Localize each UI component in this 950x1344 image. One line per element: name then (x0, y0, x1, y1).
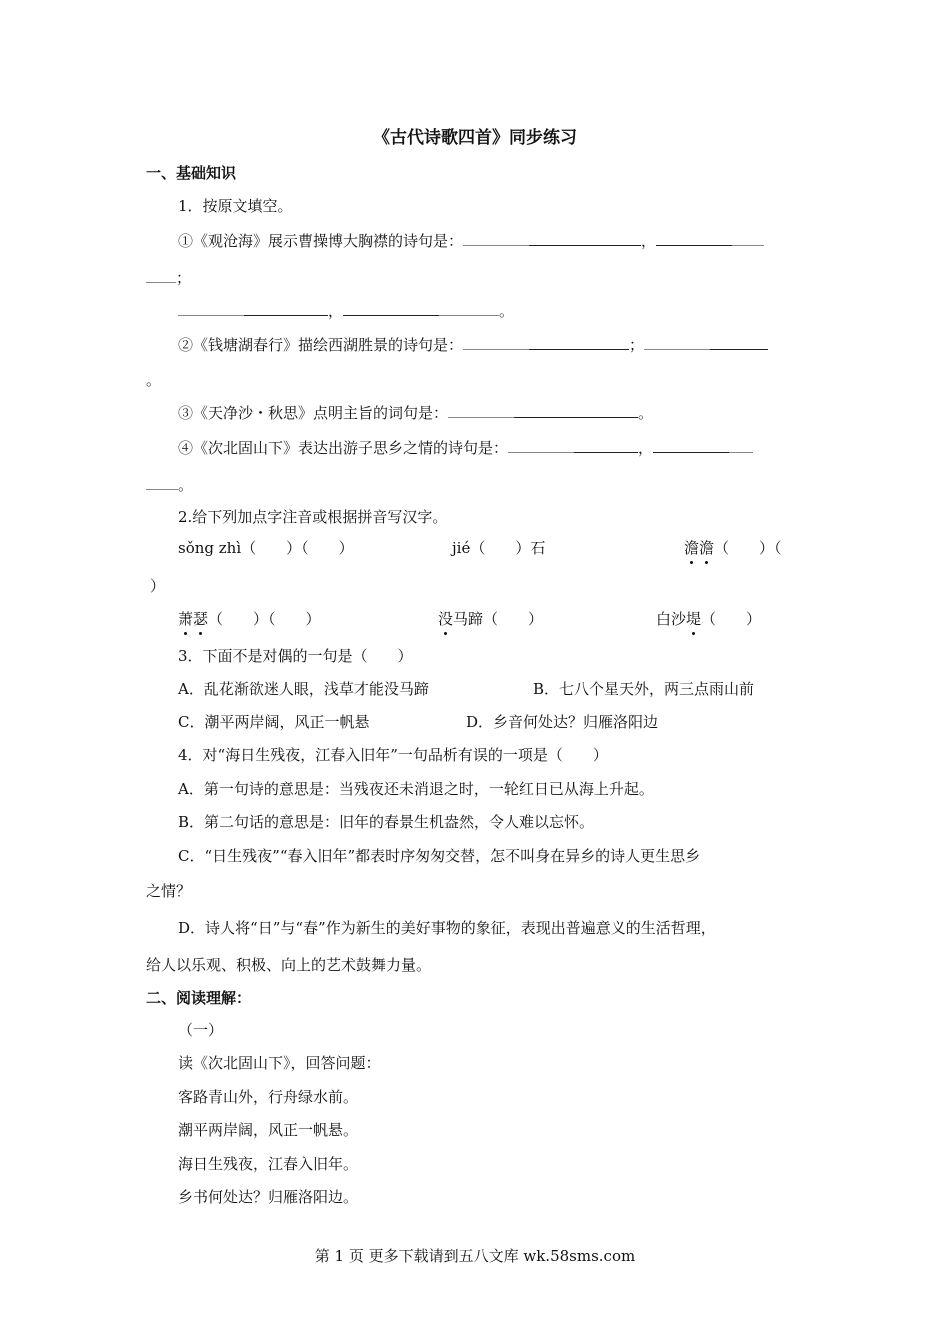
q1-item-4 (178, 437, 753, 458)
pinyin-paren: （ ）（ (714, 539, 782, 557)
punctuation: ， (641, 232, 657, 250)
q4-option-d: D．诗人将“日”与“春”作为新生的美好事物的象征，表现出普遍意义的生活哲理， (178, 919, 716, 937)
q1-item-2 (178, 334, 768, 355)
q3-option-b: B．七八个星天外，两三点雨山前 (533, 680, 755, 698)
dotted-character: 堤 (686, 610, 702, 628)
punctuation: 。 (638, 404, 654, 422)
answer-blank[interactable] (439, 300, 499, 316)
q2-row-1-wrap: ） (150, 577, 166, 595)
poem-line: 乡书何处达？归雁洛阳边。 (178, 1188, 359, 1206)
answer-blank[interactable] (146, 474, 178, 490)
reading-part-label: （一） (178, 1021, 224, 1039)
reading-intro: 读《次北固山下》，回答问题： (178, 1054, 381, 1072)
answer-blank[interactable] (729, 437, 753, 453)
q1-item-2-cont: 。 (146, 371, 162, 389)
dotted-character: 没 (438, 610, 454, 628)
answer-blank[interactable] (574, 437, 638, 453)
q2-row-2-a (178, 609, 321, 629)
q2-row-1-a: sǒng zhì（ ）（ ） (178, 539, 354, 557)
punctuation: 。 (499, 302, 515, 320)
poem-line: 海日生残夜，江春入旧年。 (178, 1155, 359, 1173)
q2-row-1-b: jié（ ）石 (452, 539, 546, 557)
question-2-stem: 2.给下列加点字注音或根据拼音写汉字。 (178, 508, 448, 526)
q4-option-c: C．“日生残夜”“春入旧年”都表时序匆匆交替，怎不叫身在异乡的诗人更生思乡 (178, 847, 701, 865)
page-footer: 第 1 页 更多下载请到五八文库 wk.58sms.com (314, 1247, 636, 1265)
section-heading-reading: 二、阅读理解： (146, 989, 252, 1007)
punctuation: 。 (178, 476, 194, 494)
q1-item-1-cont (146, 267, 191, 288)
dotted-character: 萧 (178, 610, 194, 628)
question-1-stem: 1．按原文填空。 (178, 197, 293, 215)
answer-blank[interactable] (644, 334, 710, 350)
q4-option-c-cont: 之情？ (146, 882, 192, 900)
answer-blank[interactable] (178, 300, 244, 316)
q3-option-c: C．潮平两岸阔，风正一帆悬 (178, 713, 370, 731)
pinyin-paren: （ ）（ ） (208, 610, 321, 628)
q3-option-d: D．乡音何处达？归雁洛阳边 (466, 713, 659, 731)
q2-row-2-c-text: （ ） (701, 610, 762, 628)
q1-item-4-cont (146, 474, 193, 495)
answer-blank[interactable] (244, 300, 328, 316)
q4-option-a: A．第一句诗的意思是：当残夜还未消退之时，一轮红日已从海上升起。 (178, 780, 654, 798)
poem-line: 潮平两岸阔，风正一帆悬。 (178, 1121, 359, 1139)
q1-item-1-line2 (178, 300, 514, 321)
answer-blank[interactable] (656, 230, 732, 246)
q2-row-2-b-text: 马蹄（ ） (453, 610, 544, 628)
dotted-character: 澹 (699, 539, 715, 557)
punctuation: ； (629, 336, 645, 354)
q2-row-2-c (656, 609, 761, 629)
section-heading-basics: 一、基础知识 (146, 164, 237, 182)
answer-blank[interactable] (343, 300, 439, 316)
answer-blank[interactable] (463, 230, 529, 246)
answer-blank[interactable] (529, 334, 629, 350)
answer-blank[interactable] (448, 402, 514, 418)
answer-blank[interactable] (146, 267, 176, 283)
q4-option-b: B．第二句话的意思是：旧年的春景生机盎然，令人难以忘怀。 (178, 813, 595, 831)
punctuation: ； (176, 269, 192, 287)
q2-row-2-c-prefix: 白沙 (656, 610, 687, 628)
q1-item-1 (178, 230, 764, 251)
q1-item-4-prompt: ④《次北固山下》表达出游子思乡之情的诗句是： (178, 439, 509, 457)
answer-blank[interactable] (732, 230, 764, 246)
answer-blank[interactable] (508, 437, 574, 453)
punctuation: ， (638, 439, 654, 457)
q2-row-1-c (684, 538, 782, 558)
dotted-character: 瑟 (193, 610, 209, 628)
q1-item-1-prompt: ①《观沧海》展示曹操博大胸襟的诗句是： (178, 232, 464, 250)
q3-option-a: A．乱花渐欲迷人眼，浅草才能没马蹄 (178, 680, 429, 698)
punctuation: ， (328, 302, 344, 320)
answer-blank[interactable] (710, 334, 768, 350)
answer-blank[interactable] (529, 230, 641, 246)
q1-item-3-prompt: ③《天净沙・秋思》点明主旨的词句是： (178, 404, 449, 422)
q4-option-d-cont: 给人以乐观、积极、向上的艺术鼓舞力量。 (146, 956, 432, 974)
q1-item-2-prompt: ②《钱塘湖春行》描绘西湖胜景的诗句是： (178, 336, 464, 354)
q2-row-2-b (438, 609, 543, 629)
document-title: 《古代诗歌四首》同步练习 (373, 128, 577, 148)
answer-blank[interactable] (514, 402, 638, 418)
q1-item-3 (178, 402, 653, 423)
poem-line: 客路青山外，行舟绿水前。 (178, 1088, 359, 1106)
answer-blank[interactable] (653, 437, 729, 453)
question-4-stem: 4．对“海日生残夜，江春入旧年”一句品析有误的一项是（ ） (178, 746, 608, 764)
dotted-character: 澹 (684, 539, 700, 557)
answer-blank[interactable] (463, 334, 529, 350)
question-3-stem: 3．下面不是对偶的一句是（ ） (178, 647, 413, 665)
